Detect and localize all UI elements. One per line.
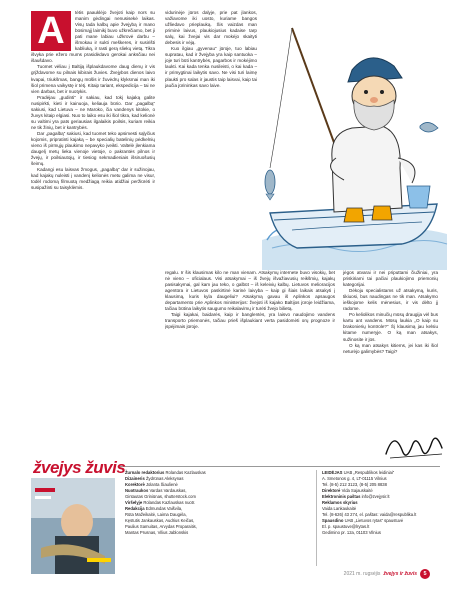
colophon-line: Gintautas Griniūnas, shutterstock.com <box>125 494 196 500</box>
paragraph: O ką man atsakys kitiems, jei kas iki šiol neturėjo galimybės? Taigi? <box>343 342 438 354</box>
article-column-4 <box>343 270 438 396</box>
paragraph: vidurinėje jūros dalyje, prie pat įlankos, važiavome iki uosto, kuriame bangos užliedavo prieplauką. Šis vaizdas man priminė laivus, plaukiojusius kadaise tarp salų, kai žvejai vis dar mokėjo skaityti debesis ir vėją. <box>165 10 257 46</box>
paragraph: Po keliolikos minučių mūsų draugija vėl bus kartu ant vandens. Mūsų laukia „O kaip su brakonierių kontrole?“ Šį klausimą jau kelsiu kitame numeryje. O ką man atsakys, sužinosite ir jūs. <box>343 312 438 342</box>
colophon-line: LEIDĖJAS UAB „Respublikos leidiniai“ <box>322 470 395 475</box>
colophon-line: A. Smetonos g. 4, LT-01115 Vilnius <box>322 476 387 482</box>
colophon-line: Elektroninis paštas info@zvejysir.lt <box>322 494 390 500</box>
colophon-line: El. p. spaustuve@lrytas.lt <box>322 524 370 530</box>
paragraph: Kuo ilgiau „gyvenau“ jūroje, tuo labiau supratau, kad ir žvejyba yra kaip santuoka – joje turi būti kantrybės, pagarbos ir mokėjimo laukti. Kai kada tenka nusileisti, o kai kada – ir primygtinai laikytis savo. Ne visi turi laimę plaukti pro salas ir jaustis taip laisvai, kaip tai jaučia jūrininkas savo laive. <box>165 46 257 88</box>
footer-brand: žvejys ir žuvis <box>383 571 417 577</box>
colophon-right <box>322 470 440 537</box>
colophon-left <box>125 470 295 537</box>
colophon-line: Nuotraukos Vardas Vardauskas, <box>125 488 187 494</box>
colophon-line: Redakcija Edmundas Vaišvila, <box>125 506 183 512</box>
colophon-line: Korektorė Jolanta Šiaulienė <box>125 482 178 488</box>
colophon-line: Gedimino pr. 12a, 01103 Vilnius <box>322 530 381 536</box>
colophon-line: Spausdino UAB „Lietuvos rytas“ spaustuvė <box>322 518 404 524</box>
magazine-cover <box>31 456 126 574</box>
author-signature <box>380 420 450 470</box>
paragraph: Pradėjau „gudinti“ ir sakiau, kad tokį kajaką galite nusipirkti, kieti ir kainuoja, keliauja būrio. Dar „pagalbą“ sakiusi, kad Lietuva – ne Maroko, čia vandenys kitokie, o žuvys kitaip elgiasi. Nuo to laiko esu iki šiol tikra, kad kelionė su valtimi yra pats geriausias ilgalaikis poilsis, kuriam reikia ne tik žinių, bet ir kantrybės. <box>31 94 155 130</box>
colophon-line: Tel. (8-5) 212 3123, (8-5) 205 8838 <box>322 482 387 488</box>
paragraph: tėtis paauklėjo žvejoti kaip nors su manim gėdingai nenusisekė laikas. Visų tada kalbų apie žvejybą ir mano būsimąjį laimikį buvo užkrečiamo, bet ji pati mane labiau užkrovė darbu – išmokau ir sukti meškeres, ir susirišti kabliuką, ir rasti gerą sliekų vietą. Tikra išvyka prie ežero mums prasidėdavo gerokai anksčiau nei išaušdavo. <box>31 10 155 64</box>
drop-cap: A <box>31 11 71 51</box>
fisherman-illustration <box>252 8 452 270</box>
cover-logo: žvejys žuvis <box>33 458 126 477</box>
article-column-1 <box>31 10 155 436</box>
paragraph: Kadangi esu laisvas žmogus, „pagalbą“ dar ir sužinojau, kad kajakų nuleisti į vandenį kelionės metu galima ne visur, todėl rodomą filmuotą medžiagą reikia atidžiai peržiūrėti ir susipažinti su taisyklėmis. <box>31 167 155 191</box>
colophon-line: Paulius Samuitas, Arvydas Proparaitis, <box>125 524 197 530</box>
colophon-line: Mantas Prusnas, Vilius Jablonskis <box>125 530 189 536</box>
article-column-3 <box>165 270 335 440</box>
colophon-line: Vaida Lankaukaitė <box>322 506 357 512</box>
paragraph: regalu. Ir šis klausimas kilo ne man vienam. Atsakymų internete buvo visokių, bet nė vieno – oficialaus. Visi atsakymai – iš žvejų išvažiavusių reikšmių, kajakų pasisakymai, gal kam jau teko, o galbūt – iš keleivių kalbų. Lietuvos melioracijos agentūra ir Lietuvos paskirtinė karinė laivyba – kaip gi šiais laikais atsakyti į klausimą, kuris kyla daugeliui? Atsakymą gavau iš Aplinkos apsaugos departamento prie Aplinkos ministerijos: žvejoti iš kajako Baltijos jūroje leidžiama, tačiau būtina laikytis saugumo reikalavimų ir turėti žvejo bilietą. <box>165 270 335 312</box>
cover-photo <box>31 478 115 574</box>
colophon-vertical-divider <box>316 470 317 566</box>
cover-masthead <box>31 456 126 478</box>
page-footer <box>344 569 430 579</box>
colophon-line: Direktorė Vida Sajauskaitė <box>322 488 373 494</box>
colophon-line: Tel. (8-626) 43 274, el. paštas: vaida@respublika.lt <box>322 512 417 518</box>
paragraph: jėgos atvarai ir nei priputtami čiužiniai, yra priskiriami tai pačiai plaukiojimo priemonių kategorijai. <box>343 270 438 288</box>
page-number: 5 <box>420 569 430 579</box>
article-column-2 <box>165 10 257 272</box>
paragraph: Tuomet vėliau į Baltiją išplaukdavome daug dienų ir vis grįždavome su pilnais kibirais žuvies. Žvejybos dienos laivo kvapai, triukšmas, bangų mūšis ir žuvėdrų klyksmai man iki šiol primena vaikystę ir tėtį. Kitaip tariant, ekspedicija – tai ne vien darbas, bet ir nuotykis. <box>31 64 155 94</box>
colophon-line: Reklamos skyrius <box>322 500 358 506</box>
colophon-divider <box>120 466 440 467</box>
issue-date: 2021 m. rugsėjis <box>343 571 381 577</box>
paragraph: Dėkoju specialistams už atsakymą, kuris, tikiuosi, bus naudingas ne tik man. Atsakymo ieškojome kelis mėnesius, ir vis dėlto jį radome. <box>343 288 438 312</box>
colophon-line: Viršelyje Rolandas Kazlauskas nuotr. <box>125 500 196 506</box>
colophon-line: Rūta Mažeikaitė, Laima Daugėla, <box>125 512 187 518</box>
paragraph: Dar „pagalbą“ sakiusi, kad tuomet teko apsimesti sąlyčius kojomis, pripratinti kajaką – be specialių batelinių pėdkelnių vieno iš pirmųjų plaukimo nepavyko įveikti. Valtelė įlenkiama daugelį metų lieka vienoje vietoje, o pakrantės pilnos ir žvejų, ir poilsiautojų, ir tiesiog sekmadieniais išsiruošusių šeimų. <box>31 130 155 167</box>
colophon-line: Dizaineris Žydrūnas Aleksynas <box>125 476 184 482</box>
paragraph: Taigi kajakai, baidarės, kaip ir banglentės, yra laisvo naudojimo vandens transporto priemonės, tačiau prieš išplaukiant verta pasidomėti orų prognoze ir įspėjimais jūroje. <box>165 312 335 330</box>
colophon-line: Žurnalo redaktorius Rolandas Kazlauskas <box>125 470 206 475</box>
colophon-line: Kęstutis Jankauskas, Audrius Keičas, <box>125 518 195 524</box>
